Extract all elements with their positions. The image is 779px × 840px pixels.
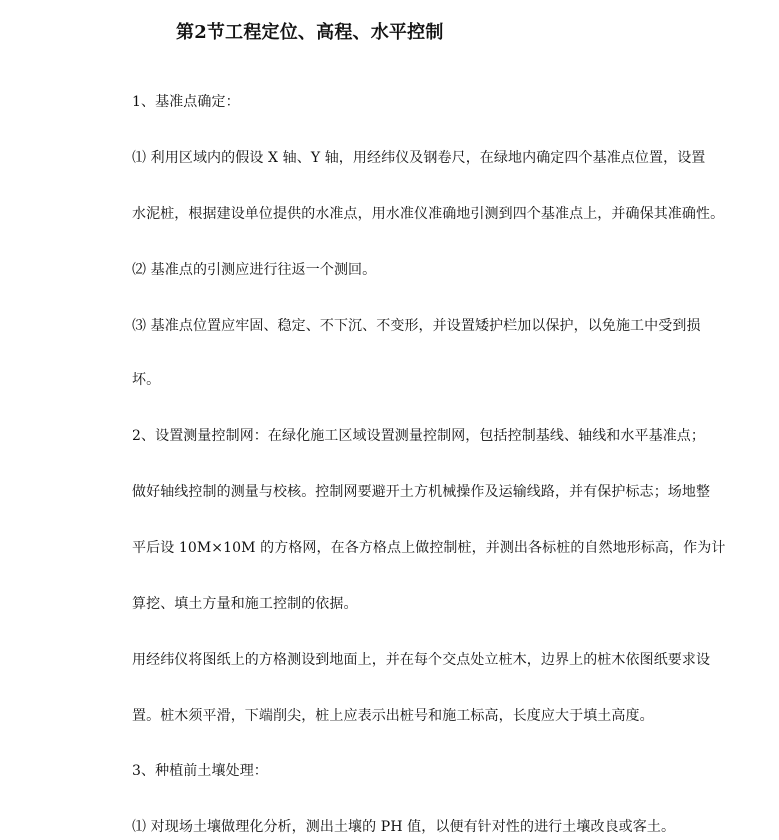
heading-soil-treatment: 3、种植前土壤处理： (132, 763, 268, 779)
paragraph-line: ⑶ 基准点位置应牢固、稳定、不下沉、不变形，并设置矮护栏加以保护，以免施工中受到损 (132, 318, 701, 334)
paragraph-line: 置。桩木须平滑，下端削尖，桩上应表示出桩号和施工标高，长度应大于填土高度。 (132, 708, 654, 724)
section-title: 第2节工程定位、高程、水平控制 (176, 22, 444, 43)
paragraph-line: 水泥桩，根据建设单位提供的水准点，用水准仪准确地引测到四个基准点上，并确保其准确性。 (132, 206, 725, 222)
paragraph-line: 用经纬仪将图纸上的方格测设到地面上，并在每个交点处立桩木，边界上的桩木依图纸要求设 (132, 652, 711, 668)
paragraph-line: 做好轴线控制的测量与校核。控制网要避开土方机械操作及运输线路，并有保护标志；场地整 (132, 484, 711, 500)
heading-control-network: 2、设置测量控制网：在绿化施工区域设置测量控制网，包括控制基线、轴线和水平基准点； (132, 428, 706, 444)
paragraph-line: 算挖、填土方量和施工控制的依据。 (132, 596, 358, 612)
paragraph-line: ⑴ 对现场土壤做理化分析，测出土壤的 PH 值，以便有针对性的进行土壤改良或客土。 (132, 819, 676, 835)
heading-benchmark: 1、基准点确定： (132, 94, 240, 110)
paragraph-line: 平后设 10M×10M 的方格网，在各方格点上做控制桩，并测出各标桩的自然地形标高，作为计 (132, 540, 726, 556)
paragraph-line: ⑵ 基准点的引测应进行往返一个测回。 (132, 262, 377, 278)
paragraph-line: 坏。 (132, 372, 161, 388)
paragraph-line: ⑴ 利用区域内的假设 X 轴、Y 轴，用经纬仪及钢卷尺，在绿地内确定四个基准点位置，设置 (132, 150, 706, 166)
